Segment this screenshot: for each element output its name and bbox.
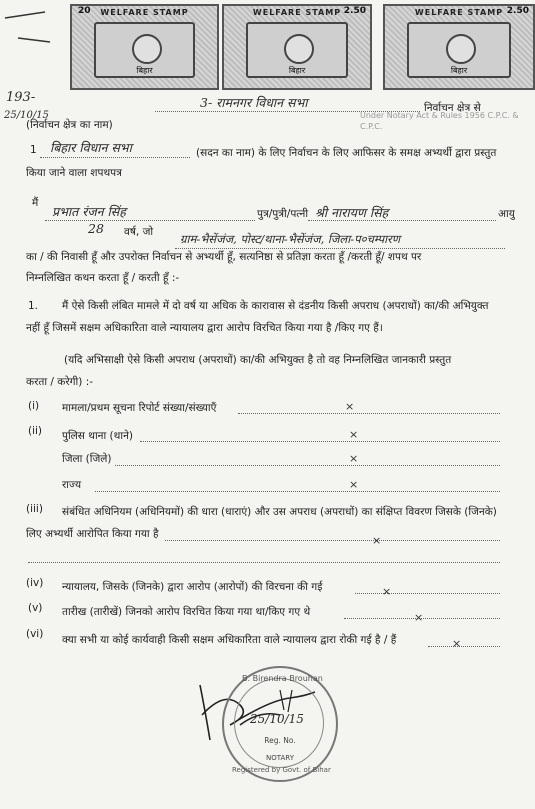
fill-line xyxy=(308,220,496,221)
welfare-stamp-2 xyxy=(222,4,372,90)
cross-mark: × xyxy=(372,534,382,547)
age-suffix: वर्ष, जो xyxy=(124,226,154,238)
item-number: (iii) xyxy=(26,503,43,515)
age-label: आयु xyxy=(498,208,515,220)
item-label: जिला (जिले) xyxy=(62,453,112,465)
welfare-stamp-3 xyxy=(383,4,535,90)
fill-line xyxy=(165,540,500,541)
item-label: तारीख (तारीखें) जिनको आरोप विरचित किया गया था/किए गए थे xyxy=(62,606,311,618)
item-label: मामला/प्रथम सूचना रिपोर्ट संख्या/संख्याएँ xyxy=(62,402,217,414)
statement-intro-text: निम्नलिखित कथन करता हूँ / करती हूँ :- xyxy=(26,272,180,284)
item-number: (v) xyxy=(28,602,43,614)
welfare-stamp-1 xyxy=(70,4,219,90)
item-label: राज्य xyxy=(62,479,82,491)
stamp-value: 20 xyxy=(78,6,91,16)
fill-line xyxy=(28,562,500,563)
affidavit-heading-text: किया जाने वाला शपथपत्र xyxy=(26,167,122,179)
house-text: (सदन का नाम) के लिए निर्वाचन के लिए आफिसर के समक्ष अभ्यर्थी द्वारा प्रस्तुत xyxy=(196,147,497,159)
background-notary-text: Under Notary Act & Rules 1956 C.P.C. & C.P.C. xyxy=(360,111,519,131)
cross-mark: × xyxy=(349,478,359,491)
fill-line xyxy=(238,413,500,414)
seal-reg-text: Reg. No. xyxy=(264,736,296,745)
fill-line xyxy=(355,593,500,594)
stamp-caption: बिहार xyxy=(136,66,153,75)
margin-date: 25/10/15 xyxy=(4,110,49,121)
para1-line1: मैं ऐसे किसी लंबित मामले में दो वर्ष या अधिक के कारावास से दंडनीय किसी अपराध (अपराधों) का/की अभियुक्त xyxy=(62,300,489,312)
fill-line xyxy=(428,646,500,647)
item-label: पुलिस थाना (थाने) xyxy=(62,430,134,442)
fill-line xyxy=(155,111,420,112)
item-number: (ii) xyxy=(28,425,43,437)
para1-line2: नहीं हूँ जिसमें सक्षम अधिकारिता वाले न्यायालय द्वारा आरोप विरचित किया गया है /किए गए हैं। xyxy=(26,322,383,334)
stamp-value: 2.50 xyxy=(506,6,529,16)
house-handwritten: बिहार विधान सभा xyxy=(50,140,132,155)
cross-mark: × xyxy=(414,611,424,624)
item-number: (vi) xyxy=(26,628,44,640)
item-number: (i) xyxy=(28,400,40,412)
para2-line2: करता / करेगी) :- xyxy=(26,376,94,388)
letter-prefix: 1 xyxy=(30,144,37,156)
cross-mark: × xyxy=(345,400,355,413)
margin-note: 193- xyxy=(6,90,36,105)
para-number: 1. xyxy=(28,300,39,312)
stamp-value: 2.50 xyxy=(343,6,366,16)
item-number: (iv) xyxy=(26,577,44,589)
relation-label: पुत्र/पुत्री/पत्नी xyxy=(257,208,309,220)
constituency-name-label: (निर्वाचन क्षेत्र का नाम) xyxy=(26,119,113,131)
stamp-caption: बिहार xyxy=(450,66,468,75)
stamp-title: WELFARE STAMP xyxy=(100,8,189,17)
para2-line1: (यदि अभिसाक्षी ऐसे किसी अपराध (अपराधों) का/की अभियुक्त है तो वह निम्नलिखित जानकारी प्रस्तुत xyxy=(64,354,452,366)
fill-line xyxy=(45,220,255,221)
seal-date-handwritten: 25/10/15 xyxy=(250,712,304,726)
fill-line xyxy=(115,465,500,466)
cross-mark: × xyxy=(382,585,392,598)
seal-bottom-text: Registered by Govt. of Bihar xyxy=(232,766,331,774)
cross-mark: × xyxy=(452,637,462,650)
fill-line xyxy=(40,157,190,158)
residence-text: का / की निवासी हूँ और उपरोक्त निर्वाचन से अभ्यर्थी हूँ, सत्यनिष्ठा से प्रतिज्ञा करता हूँ /करती हूँ/ शपथ पर xyxy=(26,251,422,263)
stamp-title: WELFARE STAMP xyxy=(252,8,342,17)
notary-seal xyxy=(222,666,338,782)
constituency-label: निर्वाचन क्षेत्र से xyxy=(424,102,481,114)
stamp-title: WELFARE STAMP xyxy=(414,8,504,17)
address-handwritten: ग्राम-भैसेंजंज, पोस्ट/थाना-भैसेंजंज, जिला-प०चम्पारण xyxy=(180,232,401,246)
i-prefix: मैं xyxy=(32,197,39,209)
item-label: न्यायालय, जिसके (जिनके) द्वारा आरोप (आरोपों) की विरचना की गई xyxy=(62,581,323,593)
age-handwritten: 28 xyxy=(88,221,104,236)
item3-line1: संबंधित अधिनियम (अधिनियमों) की धारा (धाराएं) और उस अपराध (अपराधों) का संक्षिप्त विवरण जिसके (जिनके) xyxy=(62,506,497,518)
name-handwritten: प्रभात रंजन सिंह xyxy=(52,204,126,219)
fill-line xyxy=(140,441,500,442)
stamp-caption: बिहार xyxy=(288,66,306,75)
seal-role-text: NOTARY xyxy=(266,754,294,762)
item3-line2: लिए अभ्यर्थी आरोपित किया गया है xyxy=(26,528,159,540)
item-label: क्या सभी या कोई कार्यवाही किसी सक्षम अधिकारिता वाले न्यायालय द्वारा रोकी गई है / हैं xyxy=(62,634,397,646)
pen-scribble-icon xyxy=(0,8,60,48)
father-handwritten: श्री नारायण सिंह xyxy=(315,205,389,220)
constituency-handwritten: 3- रामनगर विधान सभा xyxy=(200,95,308,110)
fill-line xyxy=(175,248,505,249)
fill-line xyxy=(95,491,500,492)
cross-mark: × xyxy=(349,452,359,465)
cross-mark: × xyxy=(349,428,359,441)
seal-top-text: B. Birendra Brouhan xyxy=(242,674,323,683)
